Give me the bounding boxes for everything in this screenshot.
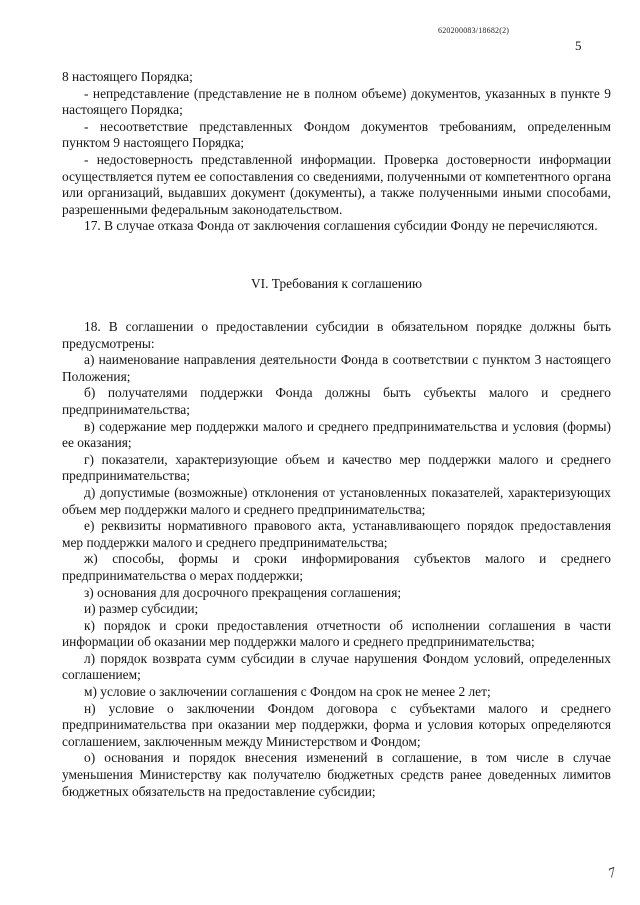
list-item: б) получателями поддержки Фонда должны быть субъекты малого и среднего предпринимательства;: [62, 385, 611, 417]
text-block-requirements: [62, 319, 611, 800]
handwritten-mark: 7: [606, 865, 619, 882]
list-item: д) допустимые (возможные) отклонения от установленных показателей, характеризующих объем мер поддержки малого и среднего предпринимательства;: [62, 484, 611, 517]
list-item: о) основания и порядок внесения изменений в соглашение, в том числе в случае уменьшения Министерству как получателю бюджетных средств ранее доведенных лимитов бюджетных обязательств на предоставление субсидии;: [62, 750, 611, 799]
list-item: к) порядок и сроки предоставления отчетности об исполнении соглашения в части информации об оказании мер поддержки малого и среднего предпринимательства;: [62, 617, 611, 650]
paragraph: - непредставление (представление не в полном объеме) документов, указанных в пункте 9 настоящего Порядка;: [62, 85, 611, 118]
document-code: 620200083/18682(2): [438, 26, 510, 35]
paragraph: 17. В случае отказа Фонда от заключения соглашения субсидии Фонду не перечисляются.: [84, 218, 598, 234]
paragraph: - недостоверность представленной информации. Проверка достоверности информации осуществляется путем ее сопоставления со сведениями, полученными от компетентного органа или организаций, выдавших документ (документы), а также полученными иными способами, разрешенными федеральным законодательством.: [62, 151, 611, 217]
list-item: л) порядок возврата сумм субсидии в случае нарушения Фондом условий, определенных соглашением;: [62, 650, 611, 683]
list-item: и) размер субсидии;: [84, 601, 199, 617]
paragraph: 8 настоящего Порядка;: [62, 69, 193, 84]
page-number: 5: [575, 38, 582, 53]
list-item: е) реквизиты нормативного правового акта, устанавливающего порядок предоставления мер поддержки малого и среднего предпринимательства;: [62, 518, 611, 550]
list-item: м) условие о заключении соглашения с Фондом на срок не менее 2 лет;: [84, 684, 491, 700]
list-item: н) условие о заключении Фондом договора с субъектами малого и среднего предпринимательства при оказании мер поддержки, форма и условия которых определяются соглашением, заключенным между Министерством и Фондом;: [62, 700, 611, 749]
paragraph: 18. В соглашении о предоставлении субсидии в обязательном порядке должны быть предусмотрены:: [62, 319, 611, 351]
section-heading: VI. Требования к соглашению: [250, 276, 423, 291]
list-item: ж) способы, формы и сроки информирования субъектов малого и среднего предпринимательства о мерах поддержки;: [62, 551, 611, 583]
paragraph: - несоответствие представленных Фондом документов требованиям, определенным пунктом 9 настоящего Порядка;: [62, 118, 611, 151]
list-item: а) наименование направления деятельности Фонда в соответствии с пунктом 3 настоящего Положения;: [62, 352, 611, 384]
list-item: з) основания для досрочного прекращения соглашения;: [84, 584, 402, 600]
list-item: в) содержание мер поддержки малого и среднего предпринимательства и условия (формы) ее оказания;: [62, 418, 611, 451]
list-item: г) показатели, характеризующие объем и качество мер поддержки малого и среднего предпринимательства;: [62, 451, 611, 484]
text-block-continuation: [62, 69, 611, 235]
